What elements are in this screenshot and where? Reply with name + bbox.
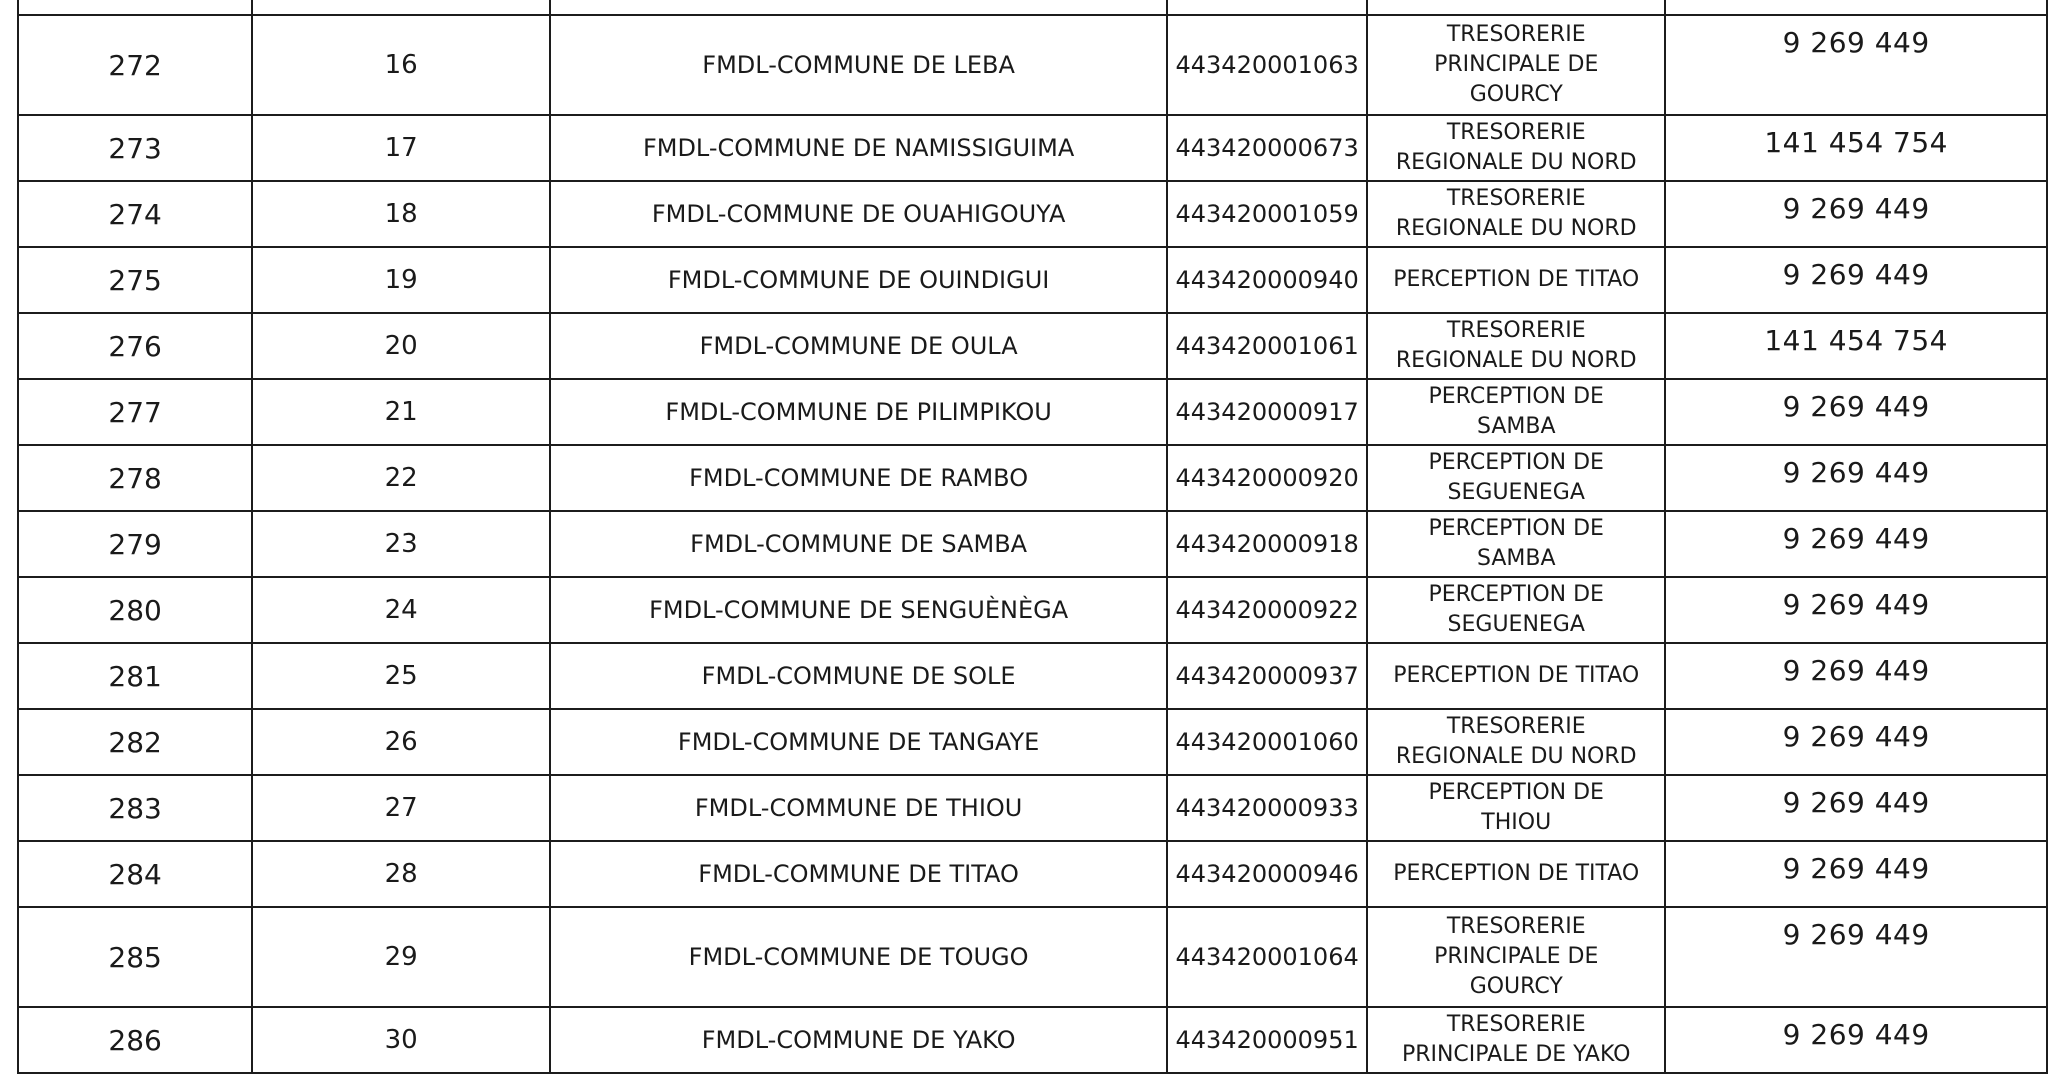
treasury-office-cell xyxy=(1367,907,1665,1007)
account-number-cell: 443420001060 xyxy=(1167,709,1367,775)
amount-cell xyxy=(1665,775,2047,841)
amount-value: 9 269 449 xyxy=(1782,720,1930,753)
row-index-cell: 25 xyxy=(252,643,550,709)
commune-name-cell: FMDL-COMMUNE DE THIOU xyxy=(550,775,1167,841)
treasury-office-cell xyxy=(1367,1007,1665,1073)
commune-name-cell: FMDL-COMMUNE DE TANGAYE xyxy=(550,709,1167,775)
row-number-cell: 277 xyxy=(18,379,252,445)
amount-value: 9 269 449 xyxy=(1782,654,1930,687)
amount-cell xyxy=(1665,247,2047,313)
amount-value: 9 269 449 xyxy=(1782,456,1930,489)
treasury-office-line: PRINCIPALE DE xyxy=(1434,944,1599,969)
treasury-office-line: PERCEPTION DE xyxy=(1428,780,1604,805)
table-row xyxy=(18,775,2047,841)
row-number-cell: 272 xyxy=(18,15,252,115)
treasury-office-line: TRESORERIE xyxy=(1446,318,1586,343)
treasury-office-cell xyxy=(1367,775,1665,841)
row-index-cell: 16 xyxy=(252,15,550,115)
table-row xyxy=(18,115,2047,181)
table-row xyxy=(18,379,2047,445)
row-number-cell: 286 xyxy=(18,1007,252,1073)
commune-name-cell: FMDL-COMMUNE DE LEBA xyxy=(550,15,1167,115)
account-number-cell: 443420000922 xyxy=(1167,577,1367,643)
treasury-office-cell xyxy=(1367,247,1665,313)
account-number-cell: 443420001063 xyxy=(1167,15,1367,115)
amount-cell xyxy=(1665,115,2047,181)
amount-cell xyxy=(1665,709,2047,775)
row-index-cell: 26 xyxy=(252,709,550,775)
treasury-office-line: TRESORERIE xyxy=(1446,714,1586,739)
row-index-cell: 29 xyxy=(252,907,550,1007)
table-row xyxy=(18,15,2047,115)
treasury-office-line: PERCEPTION DE TITAO xyxy=(1393,267,1640,292)
account-number-cell: 443420001064 xyxy=(1167,907,1367,1007)
commune-name-cell: FMDL-COMMUNE DE PILIMPIKOU xyxy=(550,379,1167,445)
allocation-table xyxy=(17,0,2048,1074)
treasury-office-line: SAMBA xyxy=(1476,546,1556,571)
row-index-cell: 17 xyxy=(252,115,550,181)
treasury-office-line: TRESORERIE xyxy=(1446,22,1586,47)
amount-cell xyxy=(1665,511,2047,577)
row-number-cell: 284 xyxy=(18,841,252,907)
treasury-office-cell xyxy=(1367,181,1665,247)
treasury-office-line: TRESORERIE xyxy=(1446,186,1586,211)
amount-cell xyxy=(1665,445,2047,511)
account-number-cell: 443420000951 xyxy=(1167,1007,1367,1073)
treasury-office-line: PRINCIPALE DE YAKO xyxy=(1401,1042,1631,1067)
table-row xyxy=(18,1007,2047,1073)
amount-cell xyxy=(1665,841,2047,907)
row-index-cell: 30 xyxy=(252,1007,550,1073)
account-number-cell: 443420001061 xyxy=(1167,313,1367,379)
commune-name-cell: FMDL-COMMUNE DE NAMISSIGUIMA xyxy=(550,115,1167,181)
commune-name-cell: FMDL-COMMUNE DE YAKO xyxy=(550,1007,1167,1073)
amount-cell xyxy=(1665,1007,2047,1073)
commune-name-cell: FMDL-COMMUNE DE SENGUÈNÈGA xyxy=(550,577,1167,643)
amount-cell xyxy=(1665,379,2047,445)
treasury-office-line: PERCEPTION DE xyxy=(1428,516,1604,541)
account-number-cell: 443420001059 xyxy=(1167,181,1367,247)
treasury-office-cell xyxy=(1367,643,1665,709)
amount-cell xyxy=(1665,15,2047,115)
amount-cell xyxy=(1665,643,2047,709)
allocation-table-body xyxy=(18,0,2047,1073)
row-number-cell: 278 xyxy=(18,445,252,511)
row-index-cell: 23 xyxy=(252,511,550,577)
table-row xyxy=(18,313,2047,379)
previous-row-stub xyxy=(18,0,2047,15)
amount-value: 141 454 754 xyxy=(1764,324,1948,357)
row-index-cell: 27 xyxy=(252,775,550,841)
row-number-cell: 273 xyxy=(18,115,252,181)
treasury-office-line: GOURCY xyxy=(1469,974,1563,999)
amount-value: 9 269 449 xyxy=(1782,26,1930,59)
row-number-cell: 276 xyxy=(18,313,252,379)
table-row xyxy=(18,445,2047,511)
amount-value: 9 269 449 xyxy=(1782,258,1930,291)
amount-value: 9 269 449 xyxy=(1782,588,1930,621)
amount-value: 9 269 449 xyxy=(1782,192,1930,225)
commune-name-cell: FMDL-COMMUNE DE OUAHIGOUYA xyxy=(550,181,1167,247)
table-row xyxy=(18,247,2047,313)
treasury-office-line: REGIONALE DU NORD xyxy=(1395,216,1637,241)
treasury-office-cell xyxy=(1367,115,1665,181)
row-index-cell: 20 xyxy=(252,313,550,379)
row-index-cell: 19 xyxy=(252,247,550,313)
account-number-cell: 443420000940 xyxy=(1167,247,1367,313)
treasury-office-line: PERCEPTION DE xyxy=(1428,582,1604,607)
treasury-office-line: REGIONALE DU NORD xyxy=(1395,348,1637,373)
commune-name-cell: FMDL-COMMUNE DE RAMBO xyxy=(550,445,1167,511)
table-row xyxy=(18,841,2047,907)
table-row xyxy=(18,577,2047,643)
amount-value: 9 269 449 xyxy=(1782,522,1930,555)
account-number-cell: 443420000933 xyxy=(1167,775,1367,841)
treasury-office-line: PERCEPTION DE TITAO xyxy=(1393,861,1640,886)
treasury-office-line: PERCEPTION DE xyxy=(1428,450,1604,475)
row-number-cell: 282 xyxy=(18,709,252,775)
row-number-cell: 274 xyxy=(18,181,252,247)
row-number-cell: 279 xyxy=(18,511,252,577)
treasury-office-cell xyxy=(1367,313,1665,379)
treasury-office-line: REGIONALE DU NORD xyxy=(1395,744,1637,769)
treasury-office-line: SAMBA xyxy=(1476,414,1556,439)
table-row xyxy=(18,181,2047,247)
treasury-office-line: REGIONALE DU NORD xyxy=(1395,150,1637,175)
row-index-cell: 24 xyxy=(252,577,550,643)
treasury-office-cell xyxy=(1367,577,1665,643)
treasury-office-cell xyxy=(1367,15,1665,115)
treasury-office-line: PERCEPTION DE xyxy=(1428,384,1604,409)
treasury-office-line: SEGUENEGA xyxy=(1447,612,1585,637)
commune-name-cell: FMDL-COMMUNE DE OULA xyxy=(550,313,1167,379)
amount-cell xyxy=(1665,181,2047,247)
amount-value: 9 269 449 xyxy=(1782,852,1930,885)
treasury-office-line: GOURCY xyxy=(1469,82,1563,107)
commune-name-cell: FMDL-COMMUNE DE OUINDIGUI xyxy=(550,247,1167,313)
treasury-office-cell xyxy=(1367,379,1665,445)
treasury-office-cell xyxy=(1367,709,1665,775)
treasury-office-cell xyxy=(1367,445,1665,511)
row-index-cell: 21 xyxy=(252,379,550,445)
commune-name-cell: FMDL-COMMUNE DE TITAO xyxy=(550,841,1167,907)
amount-value: 9 269 449 xyxy=(1782,918,1930,951)
row-number-cell: 285 xyxy=(18,907,252,1007)
amount-value: 9 269 449 xyxy=(1782,390,1930,423)
treasury-office-line: TRESORERIE xyxy=(1446,1012,1586,1037)
treasury-office-line: THIOU xyxy=(1481,810,1552,835)
row-number-cell: 280 xyxy=(18,577,252,643)
commune-name-cell: FMDL-COMMUNE DE TOUGO xyxy=(550,907,1167,1007)
treasury-office-line: SEGUENEGA xyxy=(1447,480,1585,505)
account-number-cell: 443420000946 xyxy=(1167,841,1367,907)
table-row xyxy=(18,907,2047,1007)
commune-name-cell: FMDL-COMMUNE DE SAMBA xyxy=(550,511,1167,577)
table-row xyxy=(18,511,2047,577)
row-index-cell: 18 xyxy=(252,181,550,247)
account-number-cell: 443420000920 xyxy=(1167,445,1367,511)
account-number-cell: 443420000918 xyxy=(1167,511,1367,577)
treasury-office-line: TRESORERIE xyxy=(1446,120,1586,145)
amount-value: 9 269 449 xyxy=(1782,1018,1930,1051)
table-row xyxy=(18,709,2047,775)
account-number-cell: 443420000937 xyxy=(1167,643,1367,709)
row-index-cell: 22 xyxy=(252,445,550,511)
amount-value: 9 269 449 xyxy=(1782,786,1930,819)
amount-cell xyxy=(1665,577,2047,643)
account-number-cell: 443420000673 xyxy=(1167,115,1367,181)
treasury-office-cell xyxy=(1367,511,1665,577)
amount-value: 141 454 754 xyxy=(1764,126,1948,159)
amount-cell xyxy=(1665,907,2047,1007)
treasury-office-line: PRINCIPALE DE xyxy=(1434,52,1599,77)
commune-name-cell: FMDL-COMMUNE DE SOLE xyxy=(550,643,1167,709)
amount-cell xyxy=(1665,313,2047,379)
row-number-cell: 275 xyxy=(18,247,252,313)
row-index-cell: 28 xyxy=(252,841,550,907)
row-number-cell: 283 xyxy=(18,775,252,841)
treasury-office-cell xyxy=(1367,841,1665,907)
table-row xyxy=(18,643,2047,709)
treasury-office-line: PERCEPTION DE TITAO xyxy=(1393,663,1640,688)
row-number-cell: 281 xyxy=(18,643,252,709)
account-number-cell: 443420000917 xyxy=(1167,379,1367,445)
treasury-office-line: TRESORERIE xyxy=(1446,914,1586,939)
